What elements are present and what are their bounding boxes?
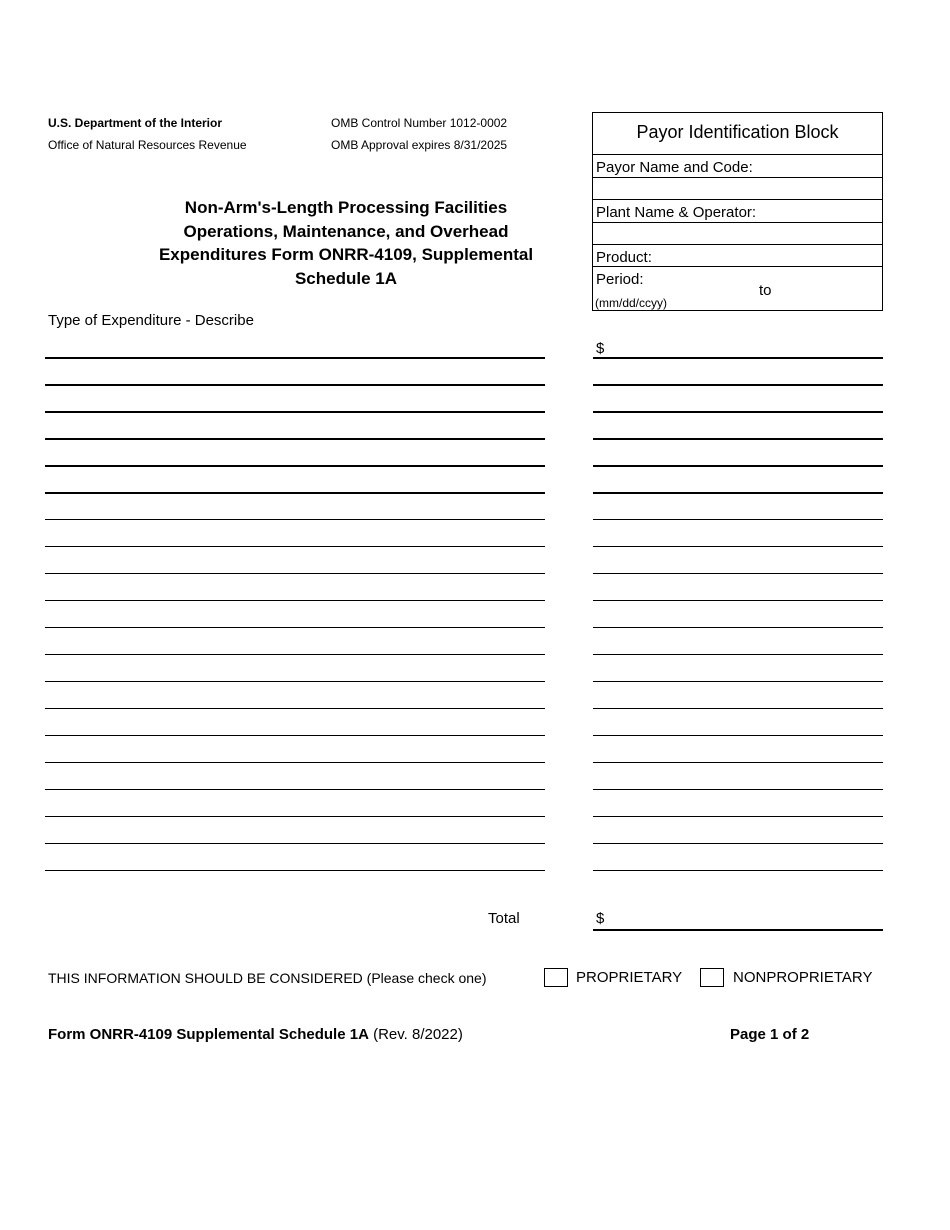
expenditure-amount-field[interactable] bbox=[593, 735, 883, 736]
classification-prompt: THIS INFORMATION SHOULD BE CONSIDERED (Please check one) bbox=[48, 970, 487, 986]
proprietary-checkbox[interactable] bbox=[544, 968, 568, 987]
expenditure-description-field[interactable] bbox=[45, 492, 545, 494]
footer-revision: (Rev. 8/2022) bbox=[373, 1026, 463, 1043]
period-label: Period: bbox=[596, 271, 644, 288]
expenditure-description-field[interactable] bbox=[45, 708, 545, 709]
nonproprietary-checkbox[interactable] bbox=[700, 968, 724, 987]
expenditure-description-field[interactable] bbox=[45, 357, 545, 359]
expenditure-amount-field[interactable] bbox=[593, 438, 883, 440]
expenditure-amount-field[interactable] bbox=[593, 546, 883, 547]
expenditure-amount-field[interactable] bbox=[593, 573, 883, 574]
expenditure-amount-field[interactable] bbox=[593, 816, 883, 817]
expenditure-amount-field[interactable] bbox=[593, 519, 883, 520]
department-name: U.S. Department of the Interior bbox=[48, 116, 223, 130]
nonproprietary-label: NONPROPRIETARY bbox=[733, 969, 873, 986]
expenditure-amount-field[interactable] bbox=[593, 654, 883, 655]
expenditure-description-field[interactable] bbox=[45, 465, 545, 467]
expenditure-amount-field[interactable] bbox=[593, 492, 883, 494]
expenditure-amount-field[interactable] bbox=[593, 789, 883, 790]
expenditure-amount-field[interactable] bbox=[593, 708, 883, 709]
form-title bbox=[136, 196, 556, 290]
plant-operator-field[interactable] bbox=[593, 222, 882, 244]
expenditure-description-field[interactable] bbox=[45, 654, 545, 655]
omb-approval-expiry: OMB Approval expires 8/31/2025 bbox=[331, 138, 508, 152]
page-number: Page 1 of 2 bbox=[730, 1026, 810, 1043]
expenditure-description-field[interactable] bbox=[45, 681, 545, 682]
omb-control-number: OMB Control Number 1012-0002 bbox=[331, 116, 508, 130]
divider bbox=[593, 154, 882, 155]
expenditure-description-field[interactable] bbox=[45, 735, 545, 736]
form-title-line: Non-Arm's-Length Processing Facilities bbox=[184, 198, 508, 217]
total-currency-symbol: $ bbox=[596, 910, 605, 927]
plant-operator-label: Plant Name & Operator: bbox=[596, 204, 757, 221]
divider bbox=[593, 244, 882, 245]
expenditure-description-field[interactable] bbox=[45, 870, 545, 871]
payor-block-title: Payor Identification Block bbox=[636, 122, 839, 142]
proprietary-label: PROPRIETARY bbox=[576, 969, 683, 986]
divider bbox=[593, 266, 882, 267]
form-title-line: Expenditures Form ONRR-4109, Supplemental bbox=[158, 245, 534, 264]
expenditure-description-field[interactable] bbox=[45, 789, 545, 790]
expenditure-amount-field[interactable] bbox=[593, 762, 883, 763]
expenditure-amount-field[interactable] bbox=[593, 411, 883, 413]
footer-form-name: Form ONRR-4109 Supplemental Schedule 1A bbox=[48, 1026, 369, 1043]
footer-form-id bbox=[48, 1026, 463, 1043]
expenditure-description-field[interactable] bbox=[45, 762, 545, 763]
expenditure-amount-field[interactable] bbox=[593, 681, 883, 682]
expenditure-description-field[interactable] bbox=[45, 627, 545, 628]
expenditure-description-field[interactable] bbox=[45, 843, 545, 844]
divider bbox=[593, 199, 882, 200]
period-to-label: to bbox=[759, 282, 772, 299]
expenditure-description-field[interactable] bbox=[45, 384, 545, 386]
payor-identification-block bbox=[592, 112, 883, 311]
expenditure-amount-field[interactable] bbox=[593, 357, 883, 359]
product-label: Product: bbox=[596, 249, 652, 266]
expenditure-description-field[interactable] bbox=[45, 411, 545, 413]
payor-name-label: Payor Name and Code: bbox=[596, 159, 753, 176]
expenditure-description-field[interactable] bbox=[45, 438, 545, 440]
total-label: Total bbox=[488, 910, 520, 927]
form-title-line: Operations, Maintenance, and Overhead bbox=[183, 221, 509, 241]
expenditure-amount-field[interactable] bbox=[593, 843, 883, 844]
expenditure-amount-field[interactable] bbox=[593, 384, 883, 386]
expenditure-amount-field[interactable] bbox=[593, 600, 883, 601]
payor-name-field[interactable] bbox=[593, 177, 882, 199]
office-name: Office of Natural Resources Revenue bbox=[48, 138, 247, 152]
expenditure-description-field[interactable] bbox=[45, 600, 545, 601]
expenditure-description-field[interactable] bbox=[45, 573, 545, 574]
expenditure-amount-field[interactable] bbox=[593, 465, 883, 467]
expenditure-amount-field[interactable] bbox=[593, 627, 883, 628]
form-title-line: Schedule 1A bbox=[294, 268, 398, 288]
expenditure-amount-field[interactable] bbox=[593, 870, 883, 871]
expenditure-description-field[interactable] bbox=[45, 519, 545, 520]
currency-symbol: $ bbox=[596, 340, 605, 357]
expenditure-description-field[interactable] bbox=[45, 816, 545, 817]
total-amount-field[interactable] bbox=[593, 929, 883, 931]
expenditure-description-field[interactable] bbox=[45, 546, 545, 547]
period-format-hint: (mm/dd/ccyy) bbox=[595, 296, 667, 310]
expenditure-type-label: Type of Expenditure - Describe bbox=[48, 312, 254, 329]
